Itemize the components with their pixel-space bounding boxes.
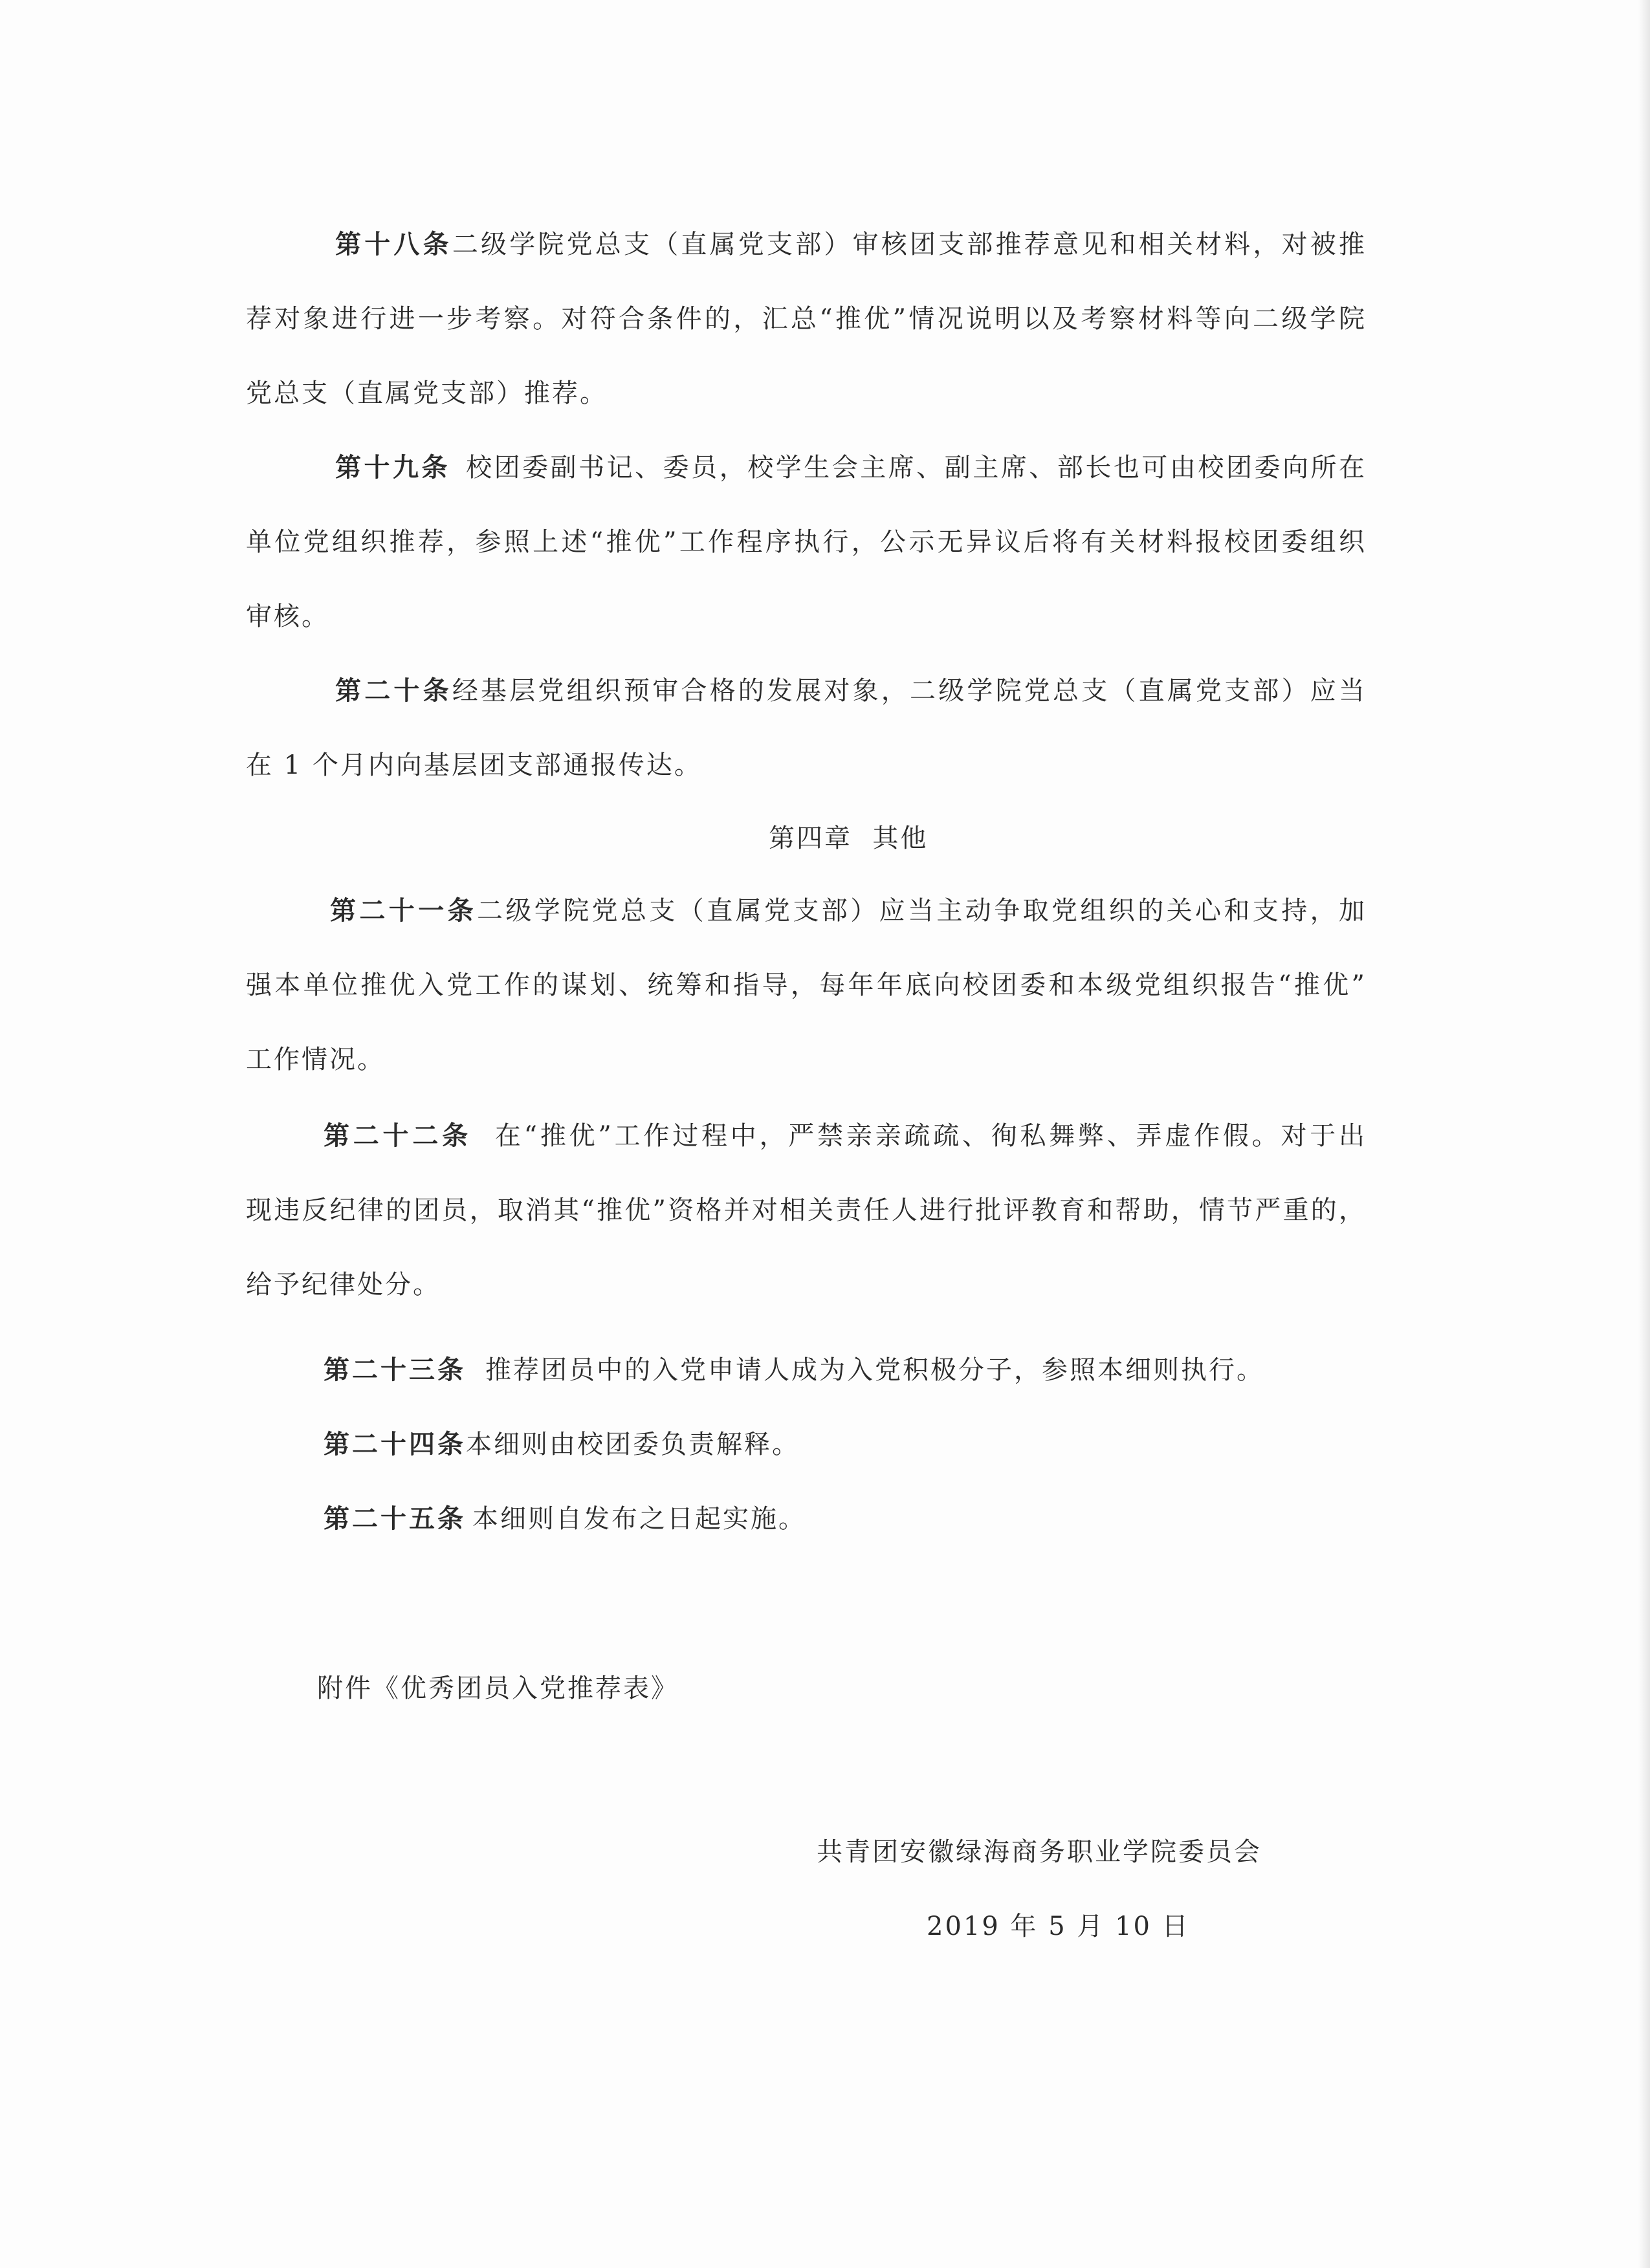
article-25-text-1: 本细则自发布之日起实施。 [472, 1504, 806, 1534]
article-25-line-1 [324, 1501, 806, 1537]
article-18-line-3: 党总支（直属党支部）推荐。 [246, 378, 608, 408]
article-18-heading: 第十八条 [335, 230, 452, 259]
article-19-heading: 第十九条 [335, 453, 451, 483]
article-22-heading: 第二十二条 [324, 1121, 472, 1151]
signature-organization: 共青团安徽绿海商务职业学院委员会 [817, 1837, 1262, 1867]
chapter-4-title: 第四章 其他 [769, 823, 929, 853]
article-20-line-1 [335, 673, 1367, 709]
article-22-line-2: 现违反纪律的团员，取消其“推优”资格并对相关责任人进行批评教育和帮助，情节严重的， [246, 1195, 1367, 1225]
article-19-line-3: 审核。 [246, 602, 329, 631]
article-23-text-1: 推荐团员中的入党申请人成为入党积极分子，参照本细则执行。 [485, 1355, 1264, 1385]
article-20-text-1: 经基层党组织预审合格的发展对象，二级学院党总支（直属党支部）应当 [452, 676, 1367, 706]
article-18-line-1 [335, 226, 1367, 263]
article-22-text-1: 在“推优”工作过程中，严禁亲亲疏疏、徇私舞弊、弄虚作假。对于出 [494, 1121, 1367, 1151]
article-21-line-1 [330, 893, 1367, 929]
article-21-line-3: 工作情况。 [246, 1045, 385, 1074]
scan-edge-shadow [1638, 0, 1650, 2268]
article-18-text-1: 二级学院党总支（直属党支部）审核团支部推荐意见和相关材料，对被推 [452, 230, 1367, 259]
article-23-line-1 [324, 1352, 1264, 1388]
article-23-heading: 第二十三条 [324, 1355, 466, 1385]
article-19-text-1: 校团委副书记、委员，校学生会主席、副主席、部长也可由校团委向所在 [466, 453, 1367, 483]
article-20-heading: 第二十条 [335, 676, 452, 706]
article-24-text-1: 本细则由校团委负责解释。 [466, 1430, 800, 1459]
signature-date: 2019 年 5 月 10 日 [927, 1912, 1190, 1941]
article-20-line-2: 在 1 个月内向基层团支部通报传达。 [246, 750, 702, 780]
article-19-line-1 [335, 450, 1367, 486]
attachment-note: 附件《优秀团员入党推荐表》 [317, 1674, 679, 1703]
article-24-line-1 [324, 1426, 800, 1463]
article-18-line-2: 荐对象进行进一步考察。对符合条件的，汇总“推优”情况说明以及考察材料等向二级学院 [246, 304, 1367, 334]
article-19-line-2: 单位党组织推荐，参照上述“推优”工作程序执行，公示无异议后将有关材料报校团委组织 [246, 527, 1367, 557]
article-22-line-3: 给予纪律处分。 [246, 1270, 441, 1300]
article-21-text-1: 二级学院党总支（直属党支部）应当主动争取党组织的关心和支持，加 [477, 896, 1367, 926]
article-21-line-2: 强本单位推优入党工作的谋划、统筹和指导，每年年底向校团委和本级党组织报告“推优” [246, 970, 1367, 1000]
article-24-heading: 第二十四条 [324, 1430, 466, 1459]
article-25-heading: 第二十五条 [324, 1504, 466, 1534]
article-21-heading: 第二十一条 [330, 896, 477, 926]
article-22-line-1 [324, 1118, 1367, 1154]
